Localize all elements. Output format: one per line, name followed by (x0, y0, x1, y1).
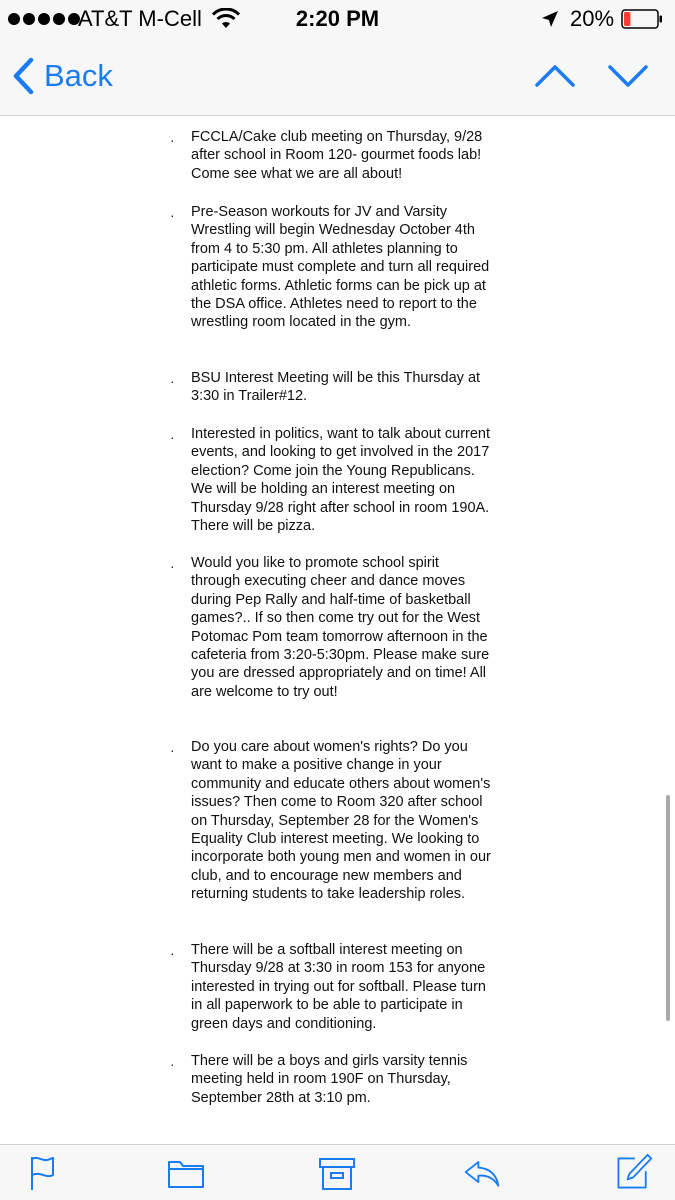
flag-icon (23, 1153, 63, 1193)
bullet: · (170, 373, 175, 389)
flag-button[interactable] (13, 1145, 73, 1200)
back-button[interactable] (12, 52, 113, 100)
folder-icon (166, 1153, 206, 1193)
chevron-down-icon (606, 58, 650, 94)
compose-button[interactable] (603, 1145, 663, 1200)
reply-icon (462, 1153, 502, 1193)
compose-icon (613, 1153, 653, 1193)
archive-box-icon (317, 1153, 357, 1193)
announcement-text: Do you care about women's rights? Do you want to make a positive change in your community and educate others about women's issues? Then come to Room 320 after school on Thursday, September 28 for the Women's Equality Club interest meeting. We looking to incorporate both young men and women in our club, and to encourage new members and returning students to take leadership roles. (191, 739, 491, 903)
announcement-text: There will be a softball interest meeting on Thursday 9/28 at 3:30 in room 153 for anyone interested in trying out for softball. Please turn in all paperwork to be able to participate in green days and conditioning. (191, 942, 486, 1032)
announcement-text: BSU Interest Meeting will be this Thursday at 3:30 in Trailer#12. (191, 370, 481, 405)
battery-level-fill (624, 12, 630, 26)
previous-message-button[interactable] (533, 58, 577, 94)
next-message-button[interactable] (606, 58, 650, 94)
reply-button[interactable] (452, 1145, 512, 1200)
announcement-text: There will be a boys and girls varsity tennis meeting held in room 190F on Thursday, September 28th at 3:10 pm. (191, 1053, 468, 1106)
message-navigation-bar (0, 40, 675, 116)
bullet: · (170, 742, 175, 758)
bullet: · (170, 558, 175, 574)
announcement-text: Interested in politics, want to talk about current events, and looking to get involved in the 2017 election? Come join the Young Republicans. We will be holding an interest meeting on Thursday 9/28 right after school in room 190A. There will be pizza. (191, 426, 491, 535)
status-bar (0, 0, 675, 40)
announcement-text: Pre-Season workouts for JV and Varsity Wrestling will begin Wednesday October 4th from 4 to 5:30 pm. All athletes planning to participate must complete and turn all required athletic forms. Athletic forms can be pick up at the DSA office. Athletes need to report to the wrestling room located in the gym. (191, 204, 490, 331)
archive-button[interactable] (307, 1145, 367, 1200)
battery-icon (621, 9, 663, 29)
announcement-text: FCCLA/Cake club meeting on Thursday, 9/28 after school in Room 120- gourmet foods lab! Come see what we are all about! (191, 129, 483, 182)
battery-percent: 20% (570, 6, 615, 31)
bullet: · (170, 207, 175, 223)
chevron-left-icon (12, 57, 34, 95)
scroll-indicator[interactable] (666, 795, 670, 1021)
message-body[interactable] (0, 117, 675, 1144)
location-arrow-icon (540, 9, 560, 29)
back-label: Back (44, 58, 113, 93)
bullet: · (170, 1056, 175, 1072)
announcement-text: Would you like to promote school spirit through executing cheer and dance moves during Pep Rally and half-time of basketball games?.. If so then come try out for the West Potomac Pom team tomorrow afternoon in the cafeteria from 3:20-5:30pm. Please make sure you are dressed appropriately and on time! All are welcome to try out! (191, 555, 490, 700)
bullet: · (170, 945, 175, 961)
message-toolbar (0, 1144, 675, 1200)
status-time: 2:20 PM (295, 6, 380, 31)
chevron-up-icon (533, 58, 577, 94)
carrier-name: AT&T M-Cell (78, 6, 202, 31)
bullet: · (170, 132, 175, 148)
move-to-folder-button[interactable] (156, 1145, 216, 1200)
bullet: · (170, 429, 175, 445)
